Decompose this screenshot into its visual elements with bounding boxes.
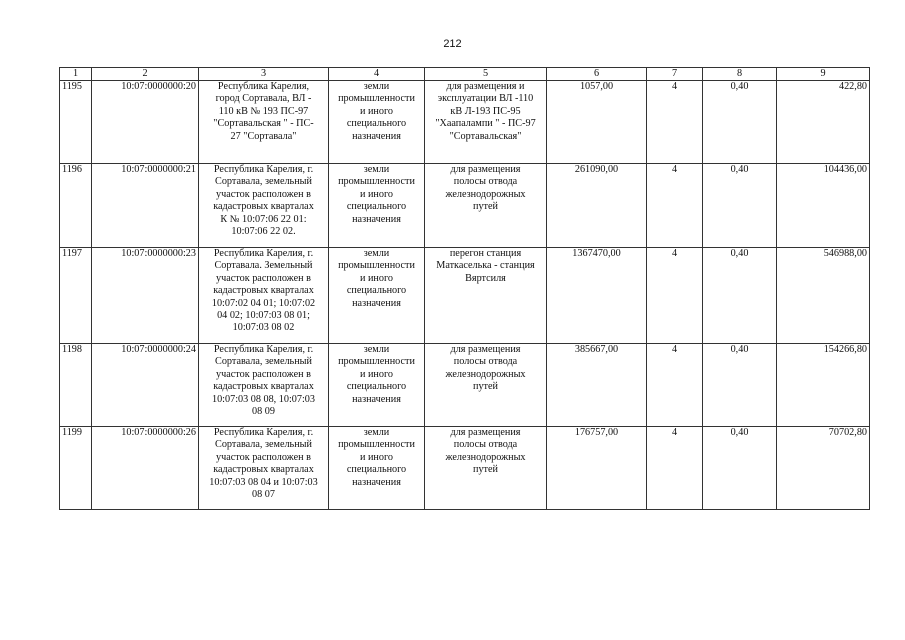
coefficient: 0,40	[703, 164, 777, 248]
cadastral-number: 10:07:0000000:20	[92, 81, 199, 164]
land-category: земли промышленности и иного специального назначения	[329, 344, 425, 427]
column-header: 4	[329, 68, 425, 81]
row-number: 1196	[60, 164, 92, 248]
row-number: 1199	[60, 427, 92, 510]
coefficient: 0,40	[703, 427, 777, 510]
row-number: 1195	[60, 81, 92, 164]
area: 1057,00	[547, 81, 647, 164]
permitted-use: для размещения полосы отвода железнодорожных путей	[425, 164, 547, 248]
area: 176757,00	[547, 427, 647, 510]
table-body	[60, 81, 870, 510]
column-header: 7	[647, 68, 703, 81]
cadastral-number: 10:07:0000000:26	[92, 427, 199, 510]
location: Республика Карелия, г. Сортавала. Земельный участок расположен в кадастровых кварталах 10:07:02 04 01; 10:07:02 04 02; 10:07:03 08 01; 10:07:03 08 02	[199, 248, 329, 344]
table-header	[60, 68, 870, 81]
table-row	[60, 81, 870, 164]
permitted-use: для размещения полосы отвода железнодорожных путей	[425, 344, 547, 427]
coefficient: 0,40	[703, 248, 777, 344]
location: Республика Карелия, г. Сортавала, земельный участок расположен в кадастровых кварталах К № 10:07:06 22 01: 10:07:06 22 02.	[199, 164, 329, 248]
column-header: 9	[777, 68, 870, 81]
row-number: 1197	[60, 248, 92, 344]
table-row	[60, 164, 870, 248]
page-number: 212	[443, 38, 462, 50]
column-header: 3	[199, 68, 329, 81]
table-row	[60, 344, 870, 427]
column-header: 2	[92, 68, 199, 81]
coefficient: 0,40	[703, 81, 777, 164]
total: 104436,00	[777, 164, 870, 248]
column-header: 5	[425, 68, 547, 81]
column-header: 1	[60, 68, 92, 81]
cadastral-number: 10:07:0000000:21	[92, 164, 199, 248]
location: Республика Карелия, город Сортавала, ВЛ - 110 кВ № 193 ПС-97 "Сортавальская " - ПС- 27 "Сортавала"	[199, 81, 329, 164]
table-row	[60, 427, 870, 510]
total: 546988,00	[777, 248, 870, 344]
column-header: 8	[703, 68, 777, 81]
row-number: 1198	[60, 344, 92, 427]
header-row	[60, 68, 870, 81]
area: 261090,00	[547, 164, 647, 248]
class: 4	[647, 81, 703, 164]
land-category: земли промышленности и иного специального назначения	[329, 427, 425, 510]
total: 154266,80	[777, 344, 870, 427]
land-category: земли промышленности и иного специального назначения	[329, 81, 425, 164]
total: 422,80	[777, 81, 870, 164]
location: Республика Карелия, г. Сортавала, земельный участок расположен в кадастровых кварталах 10:07:03 08 08, 10:07:03 08 09	[199, 344, 329, 427]
class: 4	[647, 248, 703, 344]
table-row	[60, 248, 870, 344]
total: 70702,80	[777, 427, 870, 510]
cadastral-number: 10:07:0000000:24	[92, 344, 199, 427]
permitted-use: для размещения и эксплуатации ВЛ -110 кВ Л-193 ПС-95 "Хаапалампи " - ПС-97 "Сортавальская"	[425, 81, 547, 164]
class: 4	[647, 344, 703, 427]
area: 1367470,00	[547, 248, 647, 344]
class: 4	[647, 427, 703, 510]
class: 4	[647, 164, 703, 248]
column-header: 6	[547, 68, 647, 81]
coefficient: 0,40	[703, 344, 777, 427]
permitted-use: перегон станция Маткаселька - станция Вяртсиля	[425, 248, 547, 344]
location: Республика Карелия, г. Сортавала, земельный участок расположен в кадастровых кварталах 10:07:03 08 04 и 10:07:03 08 07	[199, 427, 329, 510]
area: 385667,00	[547, 344, 647, 427]
land-registry-table	[59, 67, 870, 510]
land-category: земли промышленности и иного специального назначения	[329, 164, 425, 248]
permitted-use: для размещения полосы отвода железнодорожных путей	[425, 427, 547, 510]
land-category: земли промышленности и иного специального назначения	[329, 248, 425, 344]
cadastral-number: 10:07:0000000:23	[92, 248, 199, 344]
